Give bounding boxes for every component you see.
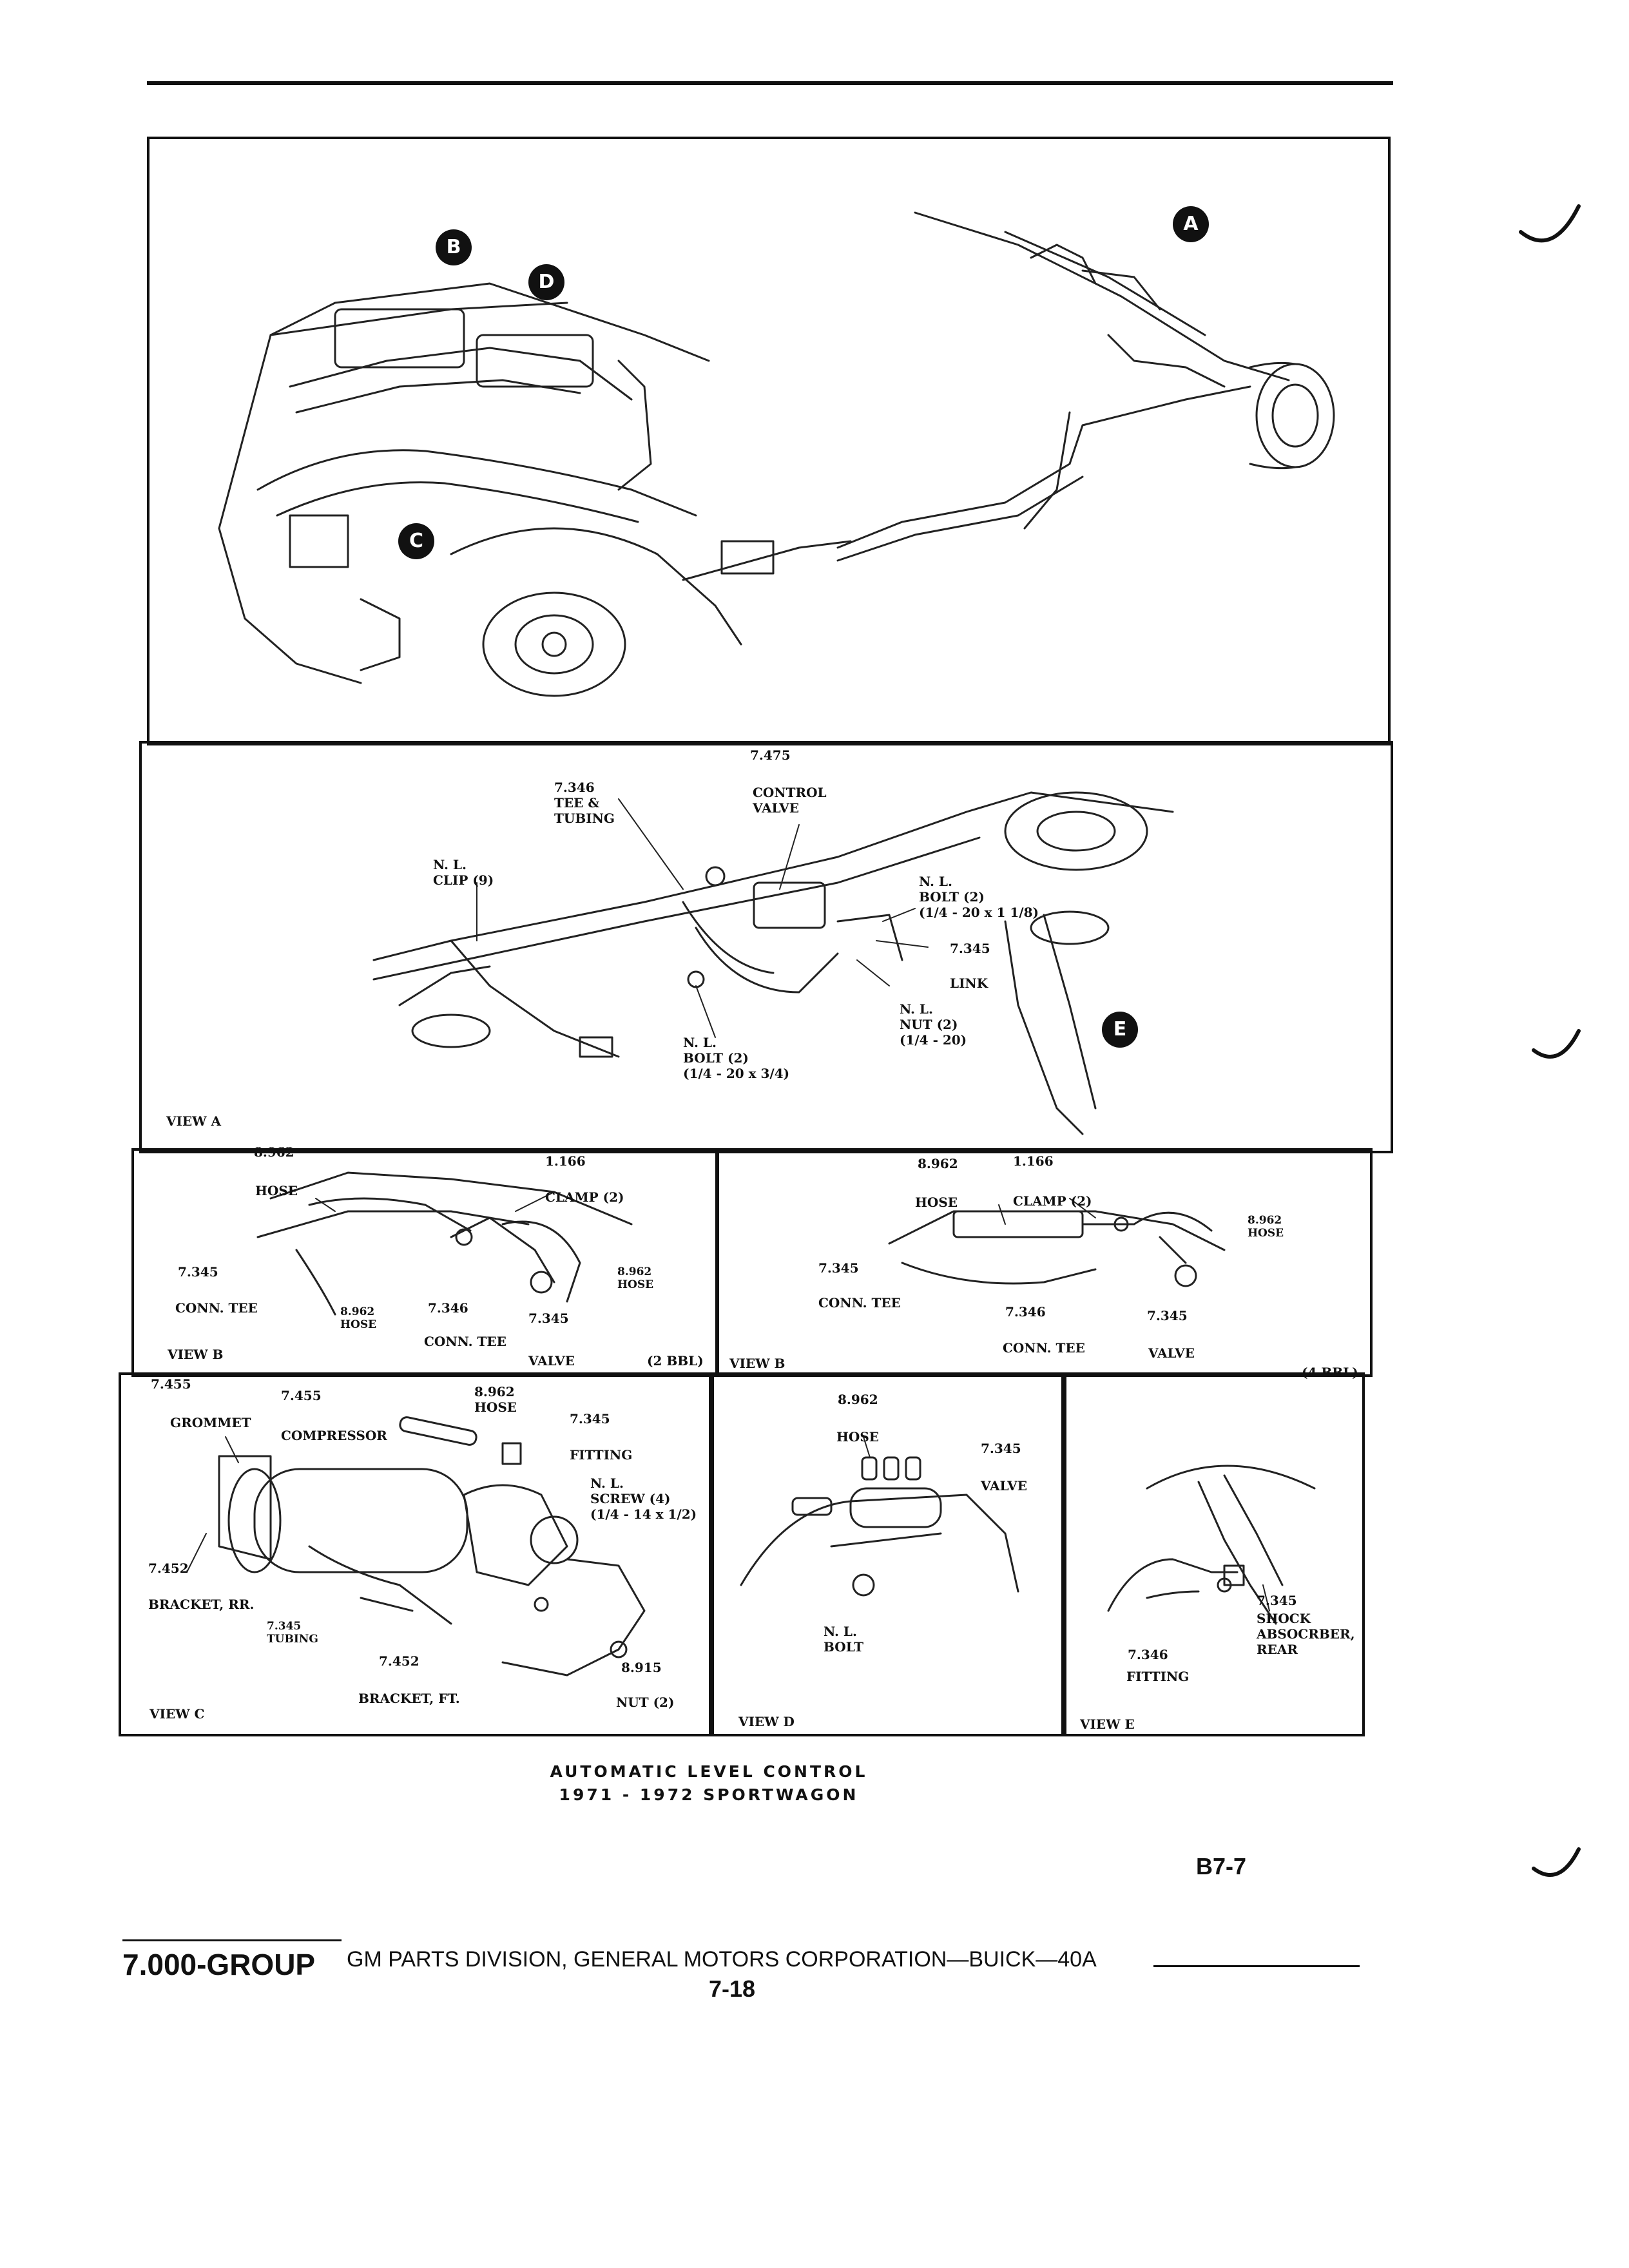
view-c-455-b: 7.455 — [281, 1388, 322, 1403]
footer-rule-right — [1153, 1965, 1360, 1967]
view-b-2bbl-conn-tee-left: CONN. TEE — [175, 1300, 258, 1316]
view-b-4bbl-345-right: 7.345 — [1147, 1308, 1188, 1323]
page-code: B7-7 — [1196, 1853, 1247, 1879]
view-a-control-valve-label: CONTROL VALVE — [753, 785, 827, 816]
view-d-345: 7.345 — [981, 1441, 1021, 1456]
view-e-fitting: FITTING — [1126, 1669, 1190, 1684]
view-c-452: 7.452 — [148, 1561, 189, 1576]
figure-caption-line2: 1971 - 1972 SPORTWAGON — [559, 1785, 859, 1804]
footer-group: 7.000-GROUP — [122, 1948, 316, 1981]
view-d-hose: HOSE — [836, 1429, 880, 1445]
view-b-2bbl-346: 7.346 — [428, 1300, 468, 1316]
view-b-2bbl-hose-small: 8.962 HOSE — [340, 1305, 377, 1331]
view-a-tee-label: 7.346 TEE & TUBING — [554, 780, 615, 826]
view-d-valve: VALVE — [981, 1478, 1027, 1494]
view-b-2bbl-345-left: 7.345 — [178, 1264, 218, 1280]
leader-lines — [187, 799, 1269, 1611]
engine-compartment-drawing — [219, 284, 851, 696]
view-b-4bbl-valve: VALVE — [1148, 1345, 1195, 1361]
footer-page-number: 7-18 — [709, 1975, 756, 2002]
view-b-2bbl-type: (2 BBL) — [647, 1353, 704, 1369]
view-e-346: 7.346 — [1128, 1647, 1168, 1662]
view-e-shock: SHOCK ABSOCRBER, REAR — [1257, 1611, 1355, 1657]
view-b-4bbl-hose-label: HOSE — [915, 1195, 958, 1210]
view-a-arrow-icon: A — [1173, 206, 1209, 242]
view-b-arrow-icon: B — [436, 229, 472, 265]
view-d-title: VIEW D — [738, 1714, 795, 1729]
view-b-2bbl-hose-number: 8.962 — [254, 1144, 294, 1160]
view-b-4bbl-hose-right: 8.962 HOSE — [1248, 1214, 1284, 1240]
view-a-link-number: 7.345 — [950, 941, 990, 956]
view-b-2bbl-hose-right: 8.962 HOSE — [617, 1265, 654, 1291]
view-b-4bbl-drawing — [889, 1211, 1224, 1286]
view-c-arrow-icon: C — [398, 523, 434, 559]
figure-caption-line1: AUTOMATIC LEVEL CONTROL — [550, 1762, 868, 1781]
view-c-455-a: 7.455 — [151, 1376, 191, 1392]
view-c-title: VIEW C — [149, 1706, 205, 1722]
view-b-2bbl-clamp-label: CLAMP (2) — [545, 1189, 624, 1205]
rear-frame-drawing — [838, 213, 1334, 561]
view-b-2bbl-345-right: 7.345 — [528, 1311, 569, 1326]
view-a-link-label: LINK — [950, 975, 988, 991]
view-c-screw: N. L. SCREW (4) (1/4 - 14 x 1/2) — [590, 1475, 697, 1522]
view-c-compressor: COMPRESSOR — [281, 1428, 387, 1443]
view-a-nut-label: N. L. NUT (2) (1/4 - 20) — [900, 1001, 967, 1048]
view-b-2bbl-valve: VALVE — [528, 1353, 575, 1369]
view-b-2bbl-hose-label: HOSE — [255, 1183, 298, 1198]
view-b-4bbl-type: (4 BBL) — [1302, 1365, 1358, 1380]
view-b-4bbl-conn-tee-left: CONN. TEE — [818, 1295, 901, 1311]
view-e-arrow-icon: E — [1102, 1012, 1138, 1048]
footer-division: GM PARTS DIVISION, GENERAL MOTORS CORPORATION—BUICK—40A — [347, 1947, 1097, 1972]
view-c-452-b: 7.452 — [379, 1653, 419, 1669]
footer-rule-left — [122, 1939, 342, 1941]
view-d-hose-number: 8.962 — [838, 1392, 878, 1407]
view-b-2bbl-clamp-number: 1.166 — [545, 1153, 586, 1169]
view-d-drawing — [741, 1457, 1018, 1595]
view-c-tubing: 7.345 TUBING — [267, 1620, 318, 1646]
view-c-hose-label: 8.962 HOSE — [474, 1384, 517, 1415]
view-b-4bbl-345-left: 7.345 — [818, 1260, 859, 1276]
view-b-2bbl-conn-tee-mid: CONN. TEE — [424, 1334, 506, 1349]
view-b-4bbl-346: 7.346 — [1005, 1304, 1046, 1320]
view-b-4bbl-clamp-label: CLAMP (2) — [1013, 1193, 1092, 1209]
view-a-clip-label: N. L. CLIP (9) — [433, 857, 494, 888]
view-d-arrow-icon: D — [528, 264, 564, 300]
view-b-2bbl-title: VIEW B — [168, 1347, 224, 1362]
view-c-fitting: FITTING — [570, 1447, 633, 1463]
view-c-345: 7.345 — [570, 1411, 610, 1427]
view-c-nut: NUT (2) — [616, 1695, 675, 1710]
view-b-4bbl-clamp-number: 1.166 — [1013, 1153, 1054, 1169]
view-c-grommet: GROMMET — [170, 1415, 251, 1430]
view-a-drawing — [374, 793, 1173, 1134]
view-c-bracket-ft: BRACKET, FT. — [358, 1691, 460, 1706]
view-a-bolt-bottom-label: N. L. BOLT (2) (1/4 - 20 x 3/4) — [683, 1035, 790, 1081]
view-c-bracket-rr: BRACKET, RR. — [148, 1597, 255, 1612]
view-a-bolt-top-label: N. L. BOLT (2) (1/4 - 20 x 1 1/8) — [919, 874, 1039, 920]
view-b-4bbl-hose-number: 8.962 — [918, 1156, 958, 1171]
view-c-915: 8.915 — [621, 1660, 662, 1675]
view-e-345: 7.345 — [1257, 1593, 1297, 1608]
view-a-title: VIEW A — [166, 1113, 222, 1129]
view-d-bolt: N. L. BOLT — [824, 1624, 864, 1655]
view-e-title: VIEW E — [1080, 1716, 1135, 1732]
view-a-part-number: 7.475 — [750, 747, 791, 763]
view-b-4bbl-conn-tee: CONN. TEE — [1003, 1340, 1085, 1356]
view-b-4bbl-title: VIEW B — [729, 1356, 786, 1371]
